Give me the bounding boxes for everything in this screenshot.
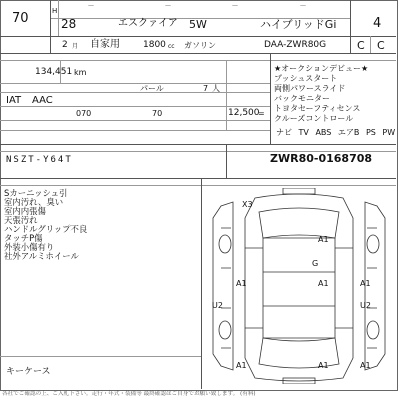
note-line: 外装小傷有り — [4, 242, 55, 252]
divider — [50, 0, 51, 53]
header-caption-mark: — — [232, 2, 238, 9]
damage-mark: A1 — [236, 361, 247, 370]
note-line: 社外アルミホイール — [4, 251, 79, 261]
chassis-number: ZWR80-0168708 — [270, 152, 373, 165]
option-line: クルーズコントロール — [274, 114, 354, 123]
ac-type: AAC — [32, 95, 53, 106]
exterior-grade: C — [377, 39, 385, 52]
fuel-type: ガソリン — [184, 41, 216, 50]
displacement-unit: cc — [168, 43, 175, 50]
right-side-panels — [367, 228, 377, 348]
option-line: ★オークションデビュー★ — [274, 64, 369, 73]
equipment-item: ナビ — [276, 128, 292, 137]
roof-sections — [263, 272, 335, 306]
divider — [350, 0, 351, 53]
interior-grade: C — [357, 39, 365, 52]
frame-code: NSZT-Y64T — [6, 155, 73, 165]
damage-mark: A1 — [360, 361, 371, 370]
divider — [370, 36, 371, 53]
equipment-item: PS — [365, 128, 376, 137]
color-code: 070 — [76, 109, 92, 118]
damage-mark: U2 — [212, 301, 223, 310]
windshield — [259, 208, 339, 238]
note-line: 天張汚れ — [4, 215, 38, 225]
left-rear-wheel — [219, 321, 231, 339]
equipment-row — [276, 129, 395, 137]
footer-disclaimer: 各社でご確認の上、ご入札下さい。走行・年式・装備等 最終確認はご自身でお願い致します。 (有料) — [2, 391, 256, 397]
damage-mark: A1 — [318, 279, 329, 288]
divider — [0, 178, 396, 179]
load-capacity: 12,500 — [228, 108, 260, 118]
divider — [201, 178, 202, 389]
divider — [0, 92, 270, 93]
note-line: ハンドルグリップ不良 — [4, 224, 88, 234]
divider — [0, 53, 396, 54]
top-view-body — [245, 194, 353, 381]
equipment-item: ABS — [315, 128, 332, 137]
option-line: プッシュスタート — [274, 74, 338, 83]
note-line: 室内内張傷 — [4, 206, 46, 216]
note-line: 室内汚れ、臭い — [4, 197, 64, 207]
divider — [0, 144, 396, 145]
load-unit: = — [258, 109, 265, 118]
capacity-unit: 人 — [212, 84, 220, 93]
divider — [226, 144, 227, 178]
model-code: DAA-ZWR80G — [264, 40, 327, 50]
grade-name: ハイブリッドGi — [260, 18, 337, 31]
front-bumper — [283, 188, 315, 194]
door-lines — [245, 248, 353, 328]
note-line: Sカーニッシュ引 — [4, 188, 68, 198]
door-count: 5W — [189, 18, 207, 31]
header-caption-mark: — — [165, 2, 171, 9]
right-front-wheel — [367, 235, 379, 253]
damage-mark: A1 — [236, 279, 247, 288]
first-reg-month: 2 — [62, 40, 68, 50]
era-code: H — [52, 7, 58, 15]
displacement: 1800 — [143, 40, 166, 50]
trim-code: 70 — [152, 109, 163, 118]
divider — [58, 0, 59, 36]
body-color: パール — [140, 84, 164, 93]
usage-type: 自家用 — [90, 39, 120, 50]
seating-capacity: 7 — [203, 84, 209, 93]
options-list — [274, 64, 394, 124]
divider — [270, 53, 271, 144]
option-line: 両側パワースライド — [274, 84, 346, 93]
auction-score: 4 — [373, 16, 382, 31]
equipment-item: エアB — [337, 128, 360, 137]
month-unit: 月 — [72, 43, 79, 50]
damage-mark: A1 — [318, 361, 329, 370]
damage-mark: G — [312, 259, 319, 268]
option-line: バックモニター — [274, 94, 330, 103]
damage-mark: X3 — [242, 200, 253, 209]
damage-mark: U2 — [360, 301, 371, 310]
option-line: トヨタセーフティセンス — [274, 104, 361, 113]
shift-type: IAT — [6, 95, 22, 106]
right-rear-wheel — [367, 321, 379, 339]
damage-mark: A1 — [360, 279, 371, 288]
divider — [0, 185, 396, 186]
equipment-item: TV — [298, 128, 309, 137]
left-side-outline — [213, 202, 233, 370]
left-front-wheel — [219, 235, 231, 253]
header-caption-mark: — — [88, 2, 94, 9]
header-caption-mark: — — [300, 2, 306, 9]
mileage-value: 134,451 — [35, 67, 73, 77]
model-year: 28 — [61, 17, 77, 31]
divider — [0, 83, 270, 84]
divider — [0, 36, 396, 37]
divider — [226, 60, 227, 130]
divider — [0, 130, 270, 131]
roof — [263, 235, 335, 338]
equipment-item: PW — [382, 128, 396, 137]
divider — [0, 120, 270, 121]
divider — [0, 356, 201, 357]
keys-note: キーケース — [6, 367, 51, 377]
divider — [0, 106, 270, 107]
left-side-panels — [221, 228, 231, 348]
lot-number: 70 — [12, 11, 29, 26]
mileage-unit: km — [74, 68, 87, 77]
note-line: タッチP傷 — [4, 233, 43, 243]
damage-mark: A1 — [318, 235, 329, 244]
car-name: エスクァイア — [118, 18, 178, 29]
